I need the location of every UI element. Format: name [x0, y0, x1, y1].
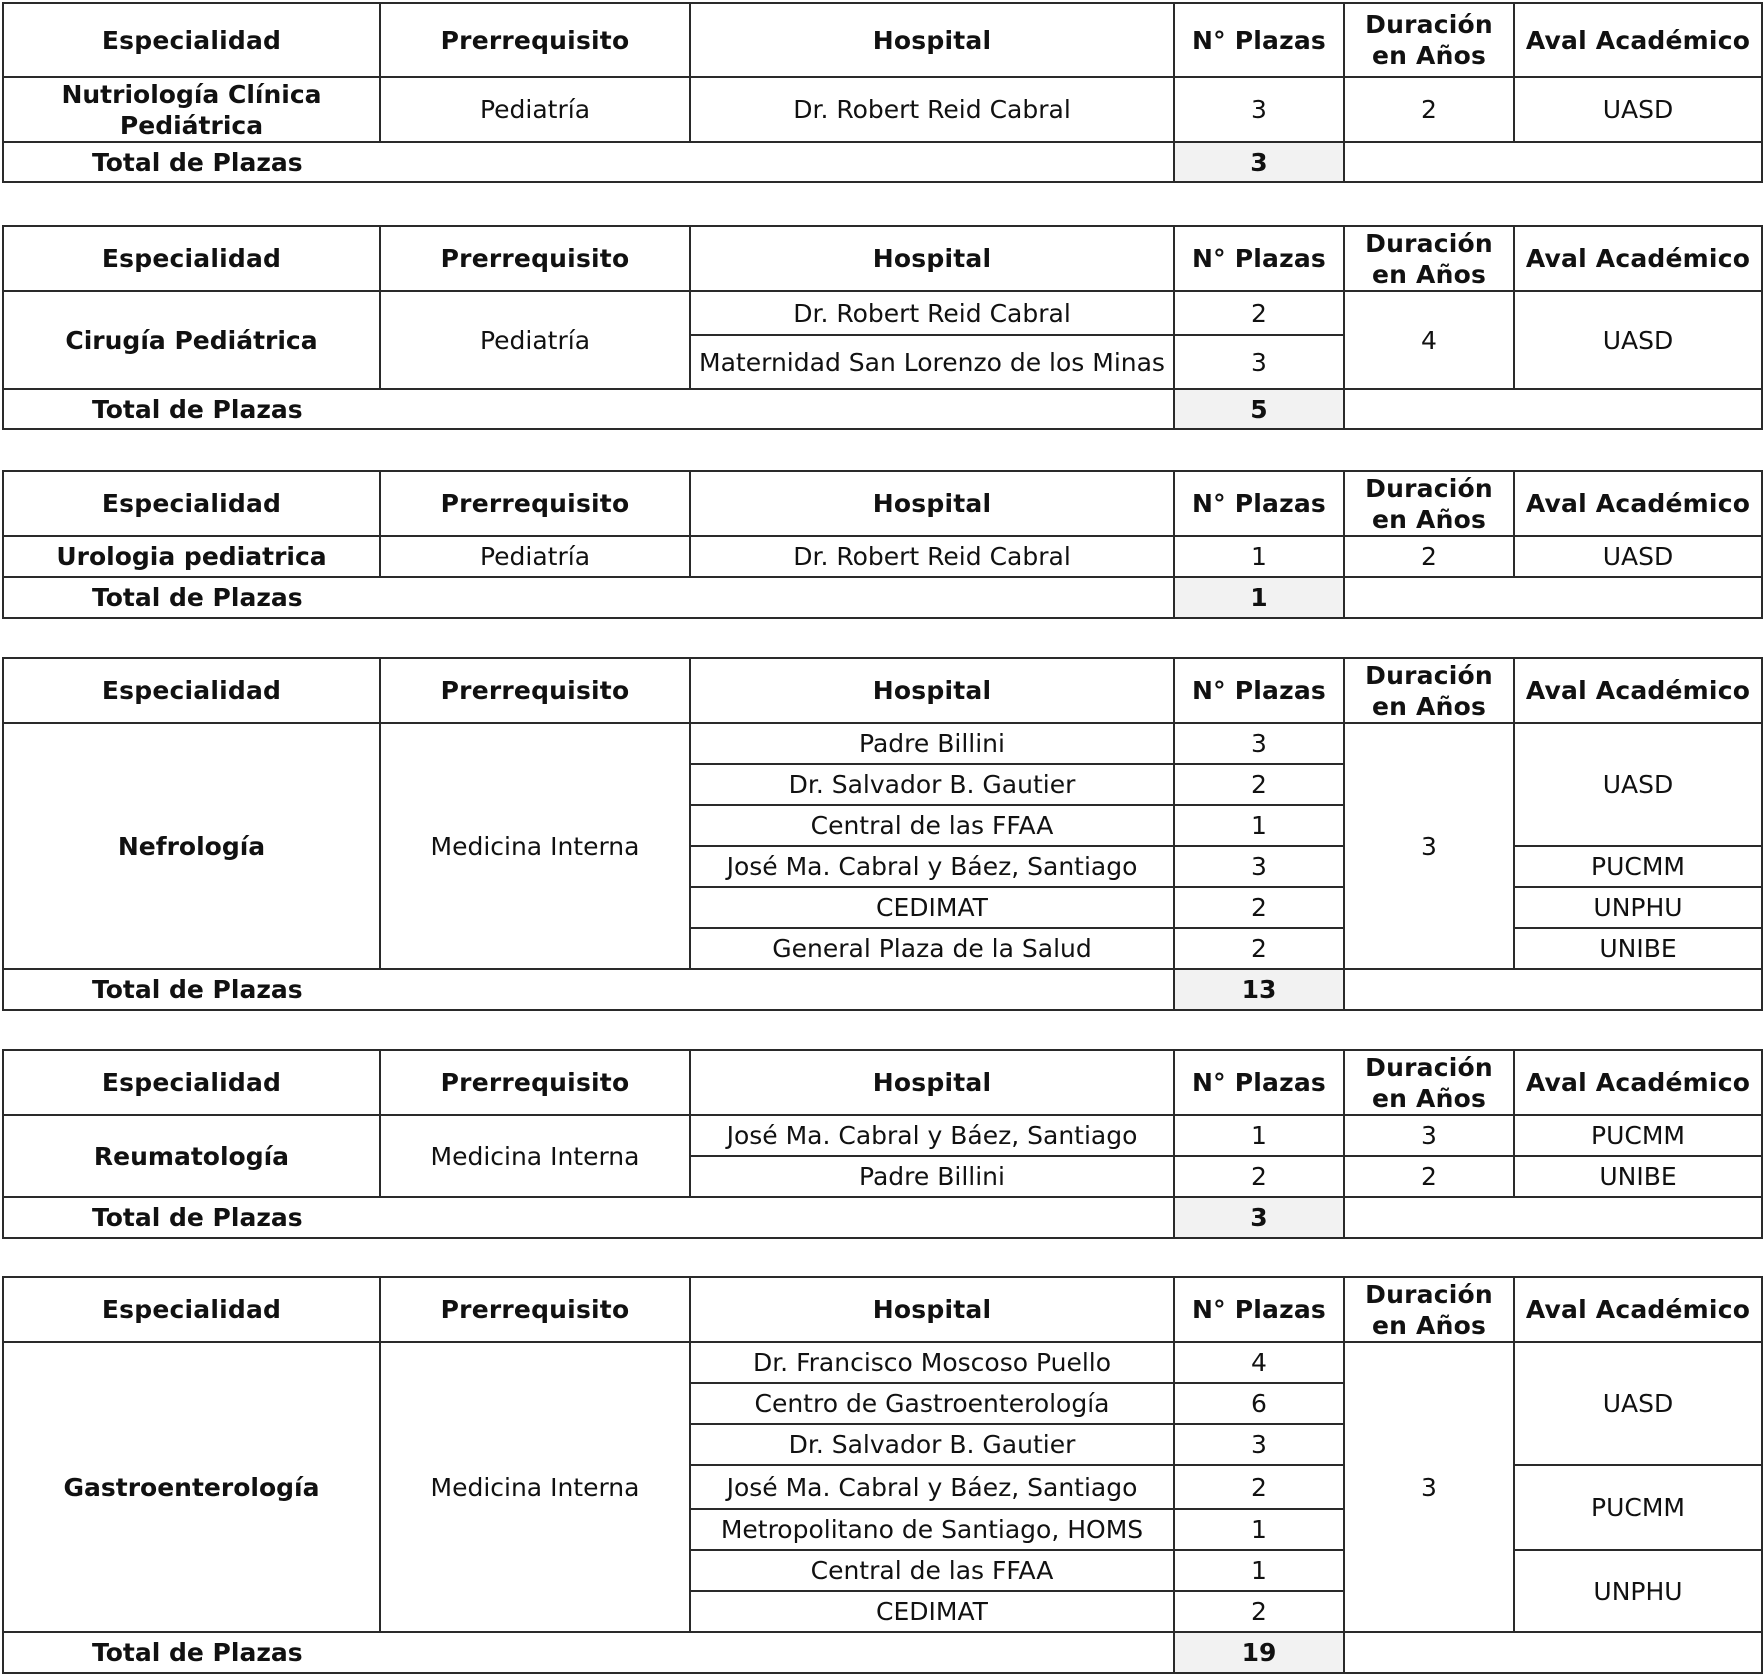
- total-blank: [1344, 577, 1762, 618]
- especialidad-cell: Urologia pediatrica: [3, 536, 380, 577]
- total-blank: [1344, 1197, 1762, 1238]
- header-prerrequisito: Prerrequisito: [380, 1277, 690, 1342]
- table-row: [3, 536, 1762, 577]
- header-aval: Aval Académico: [1514, 1277, 1762, 1342]
- header-aval: Aval Académico: [1514, 471, 1762, 536]
- header-hospital: Hospital: [690, 3, 1174, 77]
- duracion-cell: 2: [1344, 1156, 1514, 1197]
- plazas-cell: 2: [1174, 1156, 1344, 1197]
- total-spacer: [690, 142, 1174, 182]
- prerrequisito-cell: Pediatría: [380, 77, 690, 142]
- aval-cell: UNPHU: [1514, 887, 1762, 928]
- total-value: 19: [1174, 1632, 1344, 1673]
- hospital-cell: Dr. Salvador B. Gautier: [690, 764, 1174, 805]
- header-aval: Aval Académico: [1514, 1050, 1762, 1115]
- plazas-cell: 4: [1174, 1342, 1344, 1383]
- plazas-cell: 6: [1174, 1383, 1344, 1424]
- table-urologia-pediatrica: [2, 470, 1763, 619]
- plazas-cell: 1: [1174, 805, 1344, 846]
- header-plazas: N° Plazas: [1174, 1050, 1344, 1115]
- hospital-cell: Dr. Robert Reid Cabral: [690, 77, 1174, 142]
- total-value: 13: [1174, 969, 1344, 1010]
- header-especialidad: Especialidad: [3, 3, 380, 77]
- prerrequisito-cell: Medicina Interna: [380, 723, 690, 969]
- total-row: [3, 577, 1762, 618]
- total-label: Total de Plazas: [3, 577, 690, 618]
- hospital-cell: Central de las FFAA: [690, 1550, 1174, 1591]
- prerrequisito-cell: Pediatría: [380, 536, 690, 577]
- header-duracion: Duración en Años: [1344, 471, 1514, 536]
- hospital-cell: Dr. Francisco Moscoso Puello: [690, 1342, 1174, 1383]
- total-value: 3: [1174, 1197, 1344, 1238]
- hospital-cell: José Ma. Cabral y Báez, Santiago: [690, 846, 1174, 887]
- plazas-cell: 3: [1174, 335, 1344, 389]
- header-row: [3, 1277, 1762, 1342]
- hospital-cell: José Ma. Cabral y Báez, Santiago: [690, 1465, 1174, 1509]
- header-duracion: Duración en Años: [1344, 3, 1514, 77]
- hospital-cell: Dr. Robert Reid Cabral: [690, 536, 1174, 577]
- plazas-cell: 2: [1174, 1465, 1344, 1509]
- total-blank: [1344, 969, 1762, 1010]
- aval-cell: UASD: [1514, 1342, 1762, 1465]
- header-row: [3, 226, 1762, 291]
- plazas-cell: 1: [1174, 1509, 1344, 1550]
- table-reumatologia: [2, 1049, 1763, 1239]
- duracion-cell: 3: [1344, 1342, 1514, 1632]
- table-row: [3, 291, 1762, 335]
- header-especialidad: Especialidad: [3, 471, 380, 536]
- hospital-cell: Centro de Gastroenterología: [690, 1383, 1174, 1424]
- especialidad-cell: Gastroenterología: [3, 1342, 380, 1632]
- header-hospital: Hospital: [690, 1277, 1174, 1342]
- table-row: [3, 77, 1762, 142]
- table-row: [3, 1115, 1762, 1156]
- total-value: 5: [1174, 389, 1344, 429]
- total-row: [3, 142, 1762, 182]
- total-row: [3, 1197, 1762, 1238]
- header-hospital: Hospital: [690, 658, 1174, 723]
- plazas-cell: 2: [1174, 887, 1344, 928]
- header-duracion: Duración en Años: [1344, 658, 1514, 723]
- header-prerrequisito: Prerrequisito: [380, 226, 690, 291]
- header-row: [3, 1050, 1762, 1115]
- total-label: Total de Plazas: [3, 1197, 690, 1238]
- aval-cell: PUCMM: [1514, 846, 1762, 887]
- plazas-cell: 3: [1174, 723, 1344, 764]
- total-value: 1: [1174, 577, 1344, 618]
- plazas-cell: 2: [1174, 928, 1344, 969]
- especialidad-cell: Cirugía Pediátrica: [3, 291, 380, 389]
- plazas-cell: 1: [1174, 1115, 1344, 1156]
- plazas-cell: 3: [1174, 77, 1344, 142]
- especialidad-cell: Nefrología: [3, 723, 380, 969]
- header-plazas: N° Plazas: [1174, 658, 1344, 723]
- header-prerrequisito: Prerrequisito: [380, 1050, 690, 1115]
- total-row: [3, 1632, 1762, 1673]
- total-value: 3: [1174, 142, 1344, 182]
- aval-cell: UASD: [1514, 536, 1762, 577]
- total-spacer: [690, 1197, 1174, 1238]
- duracion-cell: 2: [1344, 536, 1514, 577]
- aval-cell: UASD: [1514, 723, 1762, 846]
- hospital-cell: CEDIMAT: [690, 887, 1174, 928]
- table-cirugia-pediatrica: [2, 225, 1763, 430]
- header-aval: Aval Académico: [1514, 658, 1762, 723]
- duracion-cell: 3: [1344, 723, 1514, 969]
- hospital-cell: Padre Billini: [690, 723, 1174, 764]
- hospital-cell: Metropolitano de Santiago, HOMS: [690, 1509, 1174, 1550]
- plazas-cell: 1: [1174, 536, 1344, 577]
- aval-cell: UNPHU: [1514, 1550, 1762, 1632]
- header-plazas: N° Plazas: [1174, 1277, 1344, 1342]
- header-aval: Aval Académico: [1514, 226, 1762, 291]
- prerrequisito-cell: Medicina Interna: [380, 1342, 690, 1632]
- total-blank: [1344, 1632, 1762, 1673]
- total-row: [3, 969, 1762, 1010]
- total-label: Total de Plazas: [3, 1632, 690, 1673]
- plazas-cell: 2: [1174, 291, 1344, 335]
- plazas-cell: 3: [1174, 846, 1344, 887]
- duracion-cell: 2: [1344, 77, 1514, 142]
- especialidad-cell: Reumatología: [3, 1115, 380, 1197]
- aval-cell: UNIBE: [1514, 1156, 1762, 1197]
- aval-cell: PUCMM: [1514, 1115, 1762, 1156]
- table-row: [3, 723, 1762, 764]
- aval-cell: PUCMM: [1514, 1465, 1762, 1550]
- hospital-cell: Dr. Salvador B. Gautier: [690, 1424, 1174, 1465]
- hospital-cell: CEDIMAT: [690, 1591, 1174, 1632]
- plazas-cell: 3: [1174, 1424, 1344, 1465]
- table-nutriologia: [2, 2, 1763, 183]
- total-spacer: [690, 1632, 1174, 1673]
- header-hospital: Hospital: [690, 226, 1174, 291]
- duracion-cell: 3: [1344, 1115, 1514, 1156]
- plazas-cell: 2: [1174, 1591, 1344, 1632]
- total-spacer: [690, 389, 1174, 429]
- aval-cell: UASD: [1514, 291, 1762, 389]
- header-prerrequisito: Prerrequisito: [380, 3, 690, 77]
- header-duracion: Duración en Años: [1344, 1277, 1514, 1342]
- hospital-cell: Maternidad San Lorenzo de los Minas: [690, 335, 1174, 389]
- prerrequisito-cell: Medicina Interna: [380, 1115, 690, 1197]
- hospital-cell: General Plaza de la Salud: [690, 928, 1174, 969]
- plazas-cell: 2: [1174, 764, 1344, 805]
- table-row: [3, 1342, 1762, 1383]
- aval-cell: UASD: [1514, 77, 1762, 142]
- header-hospital: Hospital: [690, 471, 1174, 536]
- total-spacer: [690, 577, 1174, 618]
- hospital-cell: José Ma. Cabral y Báez, Santiago: [690, 1115, 1174, 1156]
- total-label: Total de Plazas: [3, 969, 690, 1010]
- header-duracion: Duración en Años: [1344, 226, 1514, 291]
- header-plazas: N° Plazas: [1174, 3, 1344, 77]
- hospital-cell: Central de las FFAA: [690, 805, 1174, 846]
- header-aval: Aval Académico: [1514, 3, 1762, 77]
- total-spacer: [690, 969, 1174, 1010]
- total-label: Total de Plazas: [3, 389, 690, 429]
- header-especialidad: Especialidad: [3, 1277, 380, 1342]
- table-nefrologia: [2, 657, 1763, 1011]
- header-especialidad: Especialidad: [3, 1050, 380, 1115]
- hospital-cell: Padre Billini: [690, 1156, 1174, 1197]
- header-plazas: N° Plazas: [1174, 226, 1344, 291]
- plazas-cell: 1: [1174, 1550, 1344, 1591]
- header-duracion: Duración en Años: [1344, 1050, 1514, 1115]
- total-blank: [1344, 389, 1762, 429]
- header-row: [3, 3, 1762, 77]
- total-blank: [1344, 142, 1762, 182]
- header-hospital: Hospital: [690, 1050, 1174, 1115]
- especialidad-cell: Nutriología Clínica Pediátrica: [3, 77, 380, 142]
- aval-cell: UNIBE: [1514, 928, 1762, 969]
- duracion-cell: 4: [1344, 291, 1514, 389]
- table-gastroenterologia: [2, 1276, 1763, 1674]
- header-row: [3, 471, 1762, 536]
- header-especialidad: Especialidad: [3, 226, 380, 291]
- total-label: Total de Plazas: [3, 142, 690, 182]
- header-prerrequisito: Prerrequisito: [380, 471, 690, 536]
- prerrequisito-cell: Pediatría: [380, 291, 690, 389]
- header-plazas: N° Plazas: [1174, 471, 1344, 536]
- header-row: [3, 658, 1762, 723]
- header-prerrequisito: Prerrequisito: [380, 658, 690, 723]
- total-row: [3, 389, 1762, 429]
- hospital-cell: Dr. Robert Reid Cabral: [690, 291, 1174, 335]
- header-especialidad: Especialidad: [3, 658, 380, 723]
